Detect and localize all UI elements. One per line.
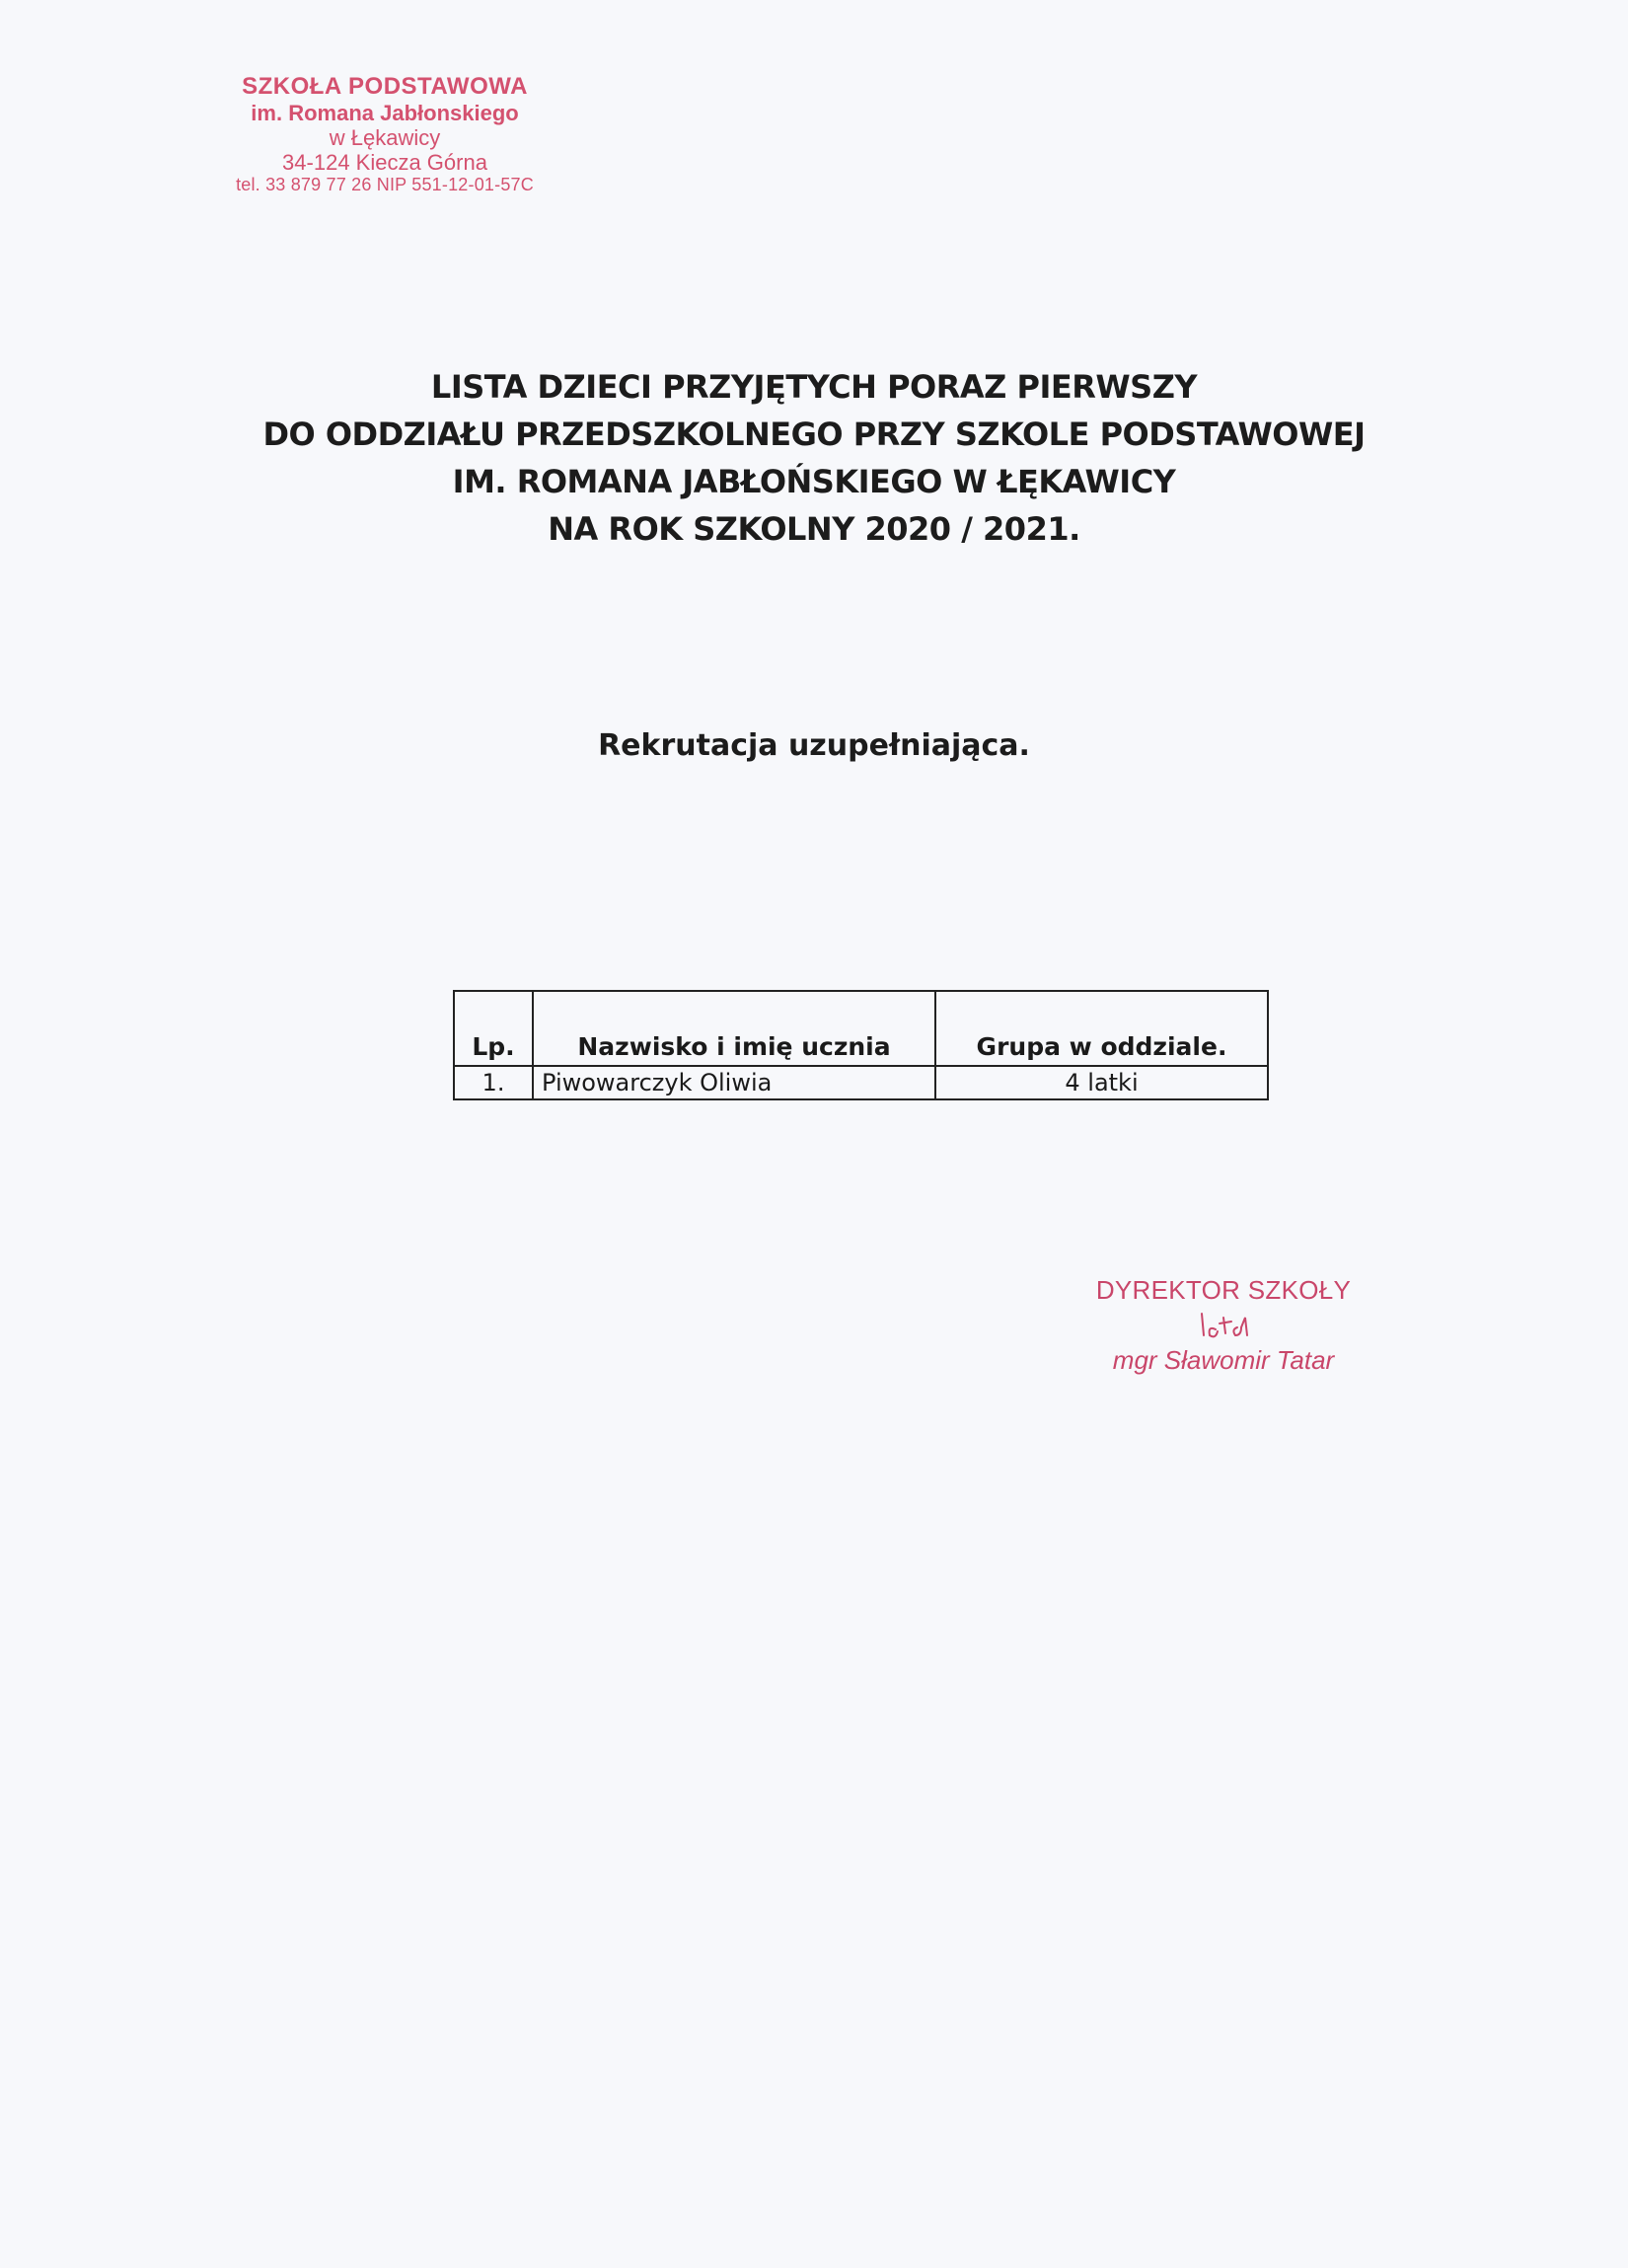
title-line-2: DO ODDZIAŁU PRZEDSZKOLNEGO PRZY SZKOLE PODSTAWOWEJ [262,416,1366,453]
document-title [0,363,1628,553]
stamp-school-name: SZKOŁA PODSTAWOWA [242,73,528,100]
cell-lp: 1. [454,1066,533,1099]
stamp-address: 34-124 Kiecza Górna [282,150,487,176]
cell-name: Piwowarczyk Oliwia [533,1066,935,1099]
cell-group: 4 latki [935,1066,1268,1099]
document-subtitle: Rekrutacja uzupełniająca. [598,728,1030,763]
handwritten-signature [1164,1306,1283,1349]
signature-name: mgr Sławomir Tatar [1112,1345,1335,1375]
title-line-1: LISTA DZIECI PRZYJĘTYCH PORAZ PIERWSZY [430,368,1198,406]
title-line-4: NA ROK SZKOLNY 2020 / 2021. [548,510,1080,548]
stamp-contact: tel. 33 879 77 26 NIP 551-12-01-57C [236,175,534,195]
header-group: Grupa w oddziale. [935,991,1268,1066]
stamp-patron: im. Romana Jabłonskiego [251,100,519,125]
stamp-town: w Łękawicy [329,124,441,150]
header-lp: Lp. [454,991,533,1066]
table-header-row [454,991,1268,1066]
director-signature-block [1066,1275,1381,1376]
school-stamp [202,73,567,195]
table-row [454,1066,1268,1099]
header-name: Nazwisko i imię ucznia [533,991,935,1066]
admitted-children-table [453,990,1269,1100]
signature-role: DYREKTOR SZKOŁY [1095,1275,1352,1305]
title-line-3: IM. ROMANA JABŁOŃSKIEGO W ŁĘKAWICY [452,463,1176,500]
